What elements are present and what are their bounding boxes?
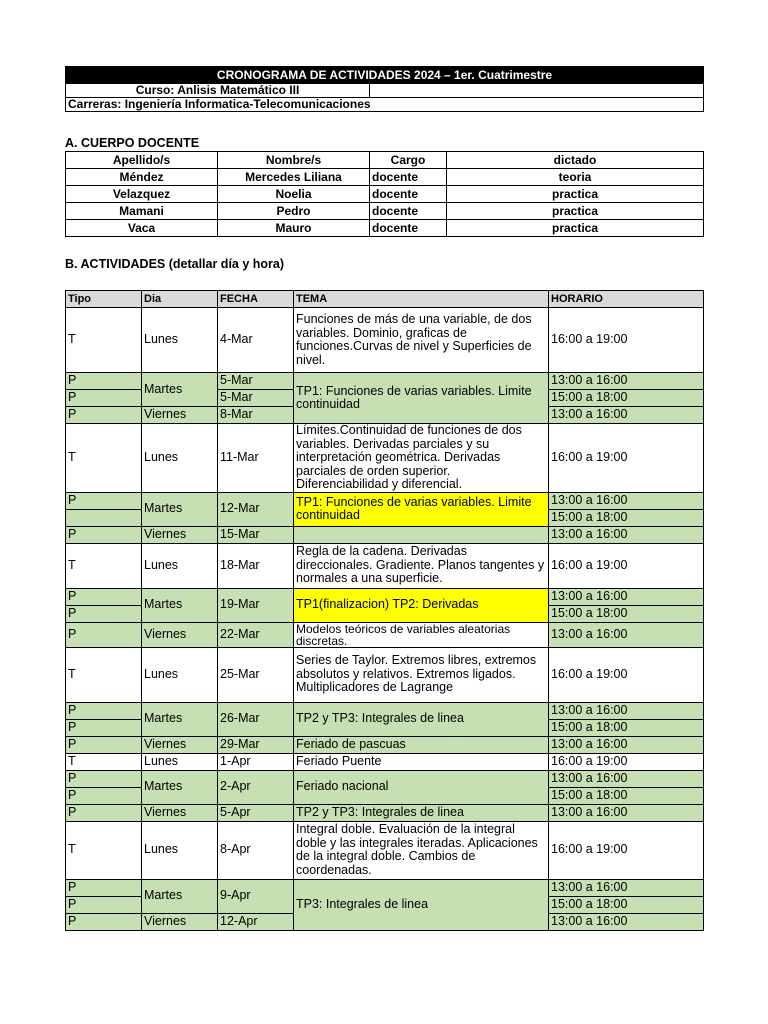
tema-cell: TP2 y TP3: Integrales de linea [294, 702, 549, 736]
dia-cell: Lunes [142, 753, 218, 770]
section-b-title: B. ACTIVIDADES (detallar día y hora) [65, 257, 285, 271]
tema-cell: TP1: Funciones de varias variables. Limite continuidad [294, 373, 549, 424]
tipo-cell: P [66, 622, 142, 647]
fecha-cell: 19-Mar [218, 588, 294, 622]
horario-cell: 15:00 a 18:00 [549, 509, 704, 526]
horario-cell: 16:00 a 19:00 [549, 543, 704, 588]
table-row [66, 588, 704, 605]
table-row [66, 424, 704, 493]
careers-label: Carreras: Ingeniería Informatica-Telecomunicaciones [66, 98, 704, 112]
tema-cell-highlight: TP1(finalizacion) TP2: Derivadas [294, 588, 549, 622]
tipo-cell: P [66, 913, 142, 930]
fecha-cell: 12-Apr [218, 913, 294, 930]
horario-cell: 13:00 a 16:00 [549, 492, 704, 509]
tipo-cell [66, 509, 142, 526]
tema-cell: Feriado Puente [294, 753, 549, 770]
table-row [66, 647, 704, 702]
tipo-cell: P [66, 390, 142, 407]
horario-cell: 15:00 a 18:00 [549, 719, 704, 736]
horario-cell: 13:00 a 16:00 [549, 526, 704, 543]
dia-cell: Martes [142, 492, 218, 526]
tipo-cell: P [66, 605, 142, 622]
fecha-cell: 18-Mar [218, 543, 294, 588]
table-row [66, 169, 704, 186]
horario-cell: 16:00 a 19:00 [549, 753, 704, 770]
page-title: CRONOGRAMA DE ACTIVIDADES 2024 – 1er. Cuatrimestre [66, 67, 704, 84]
tipo-cell: P [66, 787, 142, 804]
table-row [66, 203, 704, 220]
horario-cell: 16:00 a 19:00 [549, 424, 704, 493]
table-row [66, 879, 704, 896]
dia-cell: Martes [142, 588, 218, 622]
fecha-cell: 9-Apr [218, 879, 294, 913]
tema-cell: Integral doble. Evaluación de la integral doble y las integrales iteradas. Aplicaciones de la integral doble. Cambios de coordenadas. [294, 821, 549, 879]
tipo-cell: T [66, 821, 142, 879]
cargo-cell: docente [370, 169, 447, 186]
dia-cell: Viernes [142, 804, 218, 821]
dia-cell: Lunes [142, 308, 218, 373]
tipo-cell: P [66, 702, 142, 719]
tema-cell: Feriado de pascuas [294, 736, 549, 753]
fecha-cell: 26-Mar [218, 702, 294, 736]
col-apellido: Apellido/s [66, 152, 218, 169]
fecha-cell: 15-Mar [218, 526, 294, 543]
table-row [66, 702, 704, 719]
col-dia: Dia [142, 291, 218, 308]
header-block [65, 66, 703, 112]
tema-cell: Series de Taylor. Extremos libres, extremos absolutos y relativos. Extremos ligados. Multiplicadores de Lagrange [294, 647, 549, 702]
dia-cell: Viernes [142, 913, 218, 930]
fecha-cell: 5-Mar [218, 390, 294, 407]
dia-cell: Viernes [142, 622, 218, 647]
fecha-cell: 12-Mar [218, 492, 294, 526]
table-row [66, 770, 704, 787]
course-label: Curso: Anlisis Matemático III [66, 84, 370, 98]
nombre-cell: Pedro [218, 203, 370, 220]
tipo-cell: T [66, 424, 142, 493]
horario-cell: 13:00 a 16:00 [549, 407, 704, 424]
col-cargo: Cargo [370, 152, 447, 169]
section-a-title: A. CUERPO DOCENTE [65, 136, 200, 150]
table-row [66, 821, 704, 879]
table-row [66, 526, 704, 543]
col-tema: TEMA [294, 291, 549, 308]
tema-cell: TP2 y TP3: Integrales de linea [294, 804, 549, 821]
tipo-cell: P [66, 373, 142, 390]
tema-cell-highlight: TP1: Funciones de varias variables. Limite continuidad [294, 492, 549, 526]
dia-cell: Martes [142, 373, 218, 407]
col-tipo: Tipo [66, 291, 142, 308]
tipo-cell: P [66, 588, 142, 605]
tipo-cell: P [66, 407, 142, 424]
nombre-cell: Mercedes Liliana [218, 169, 370, 186]
table-row [66, 308, 704, 373]
table-row [66, 373, 704, 390]
horario-cell: 13:00 a 16:00 [549, 770, 704, 787]
tema-cell: TP3: Integrales de linea [294, 879, 549, 930]
tema-cell: Funciones de más de una variable, de dos variables. Dominio, graficas de funciones.Curvas de nivel y Superficies de nivel. [294, 308, 549, 373]
empty-cell [370, 84, 704, 98]
horario-cell: 16:00 a 19:00 [549, 647, 704, 702]
fecha-cell: 25-Mar [218, 647, 294, 702]
tipo-cell: P [66, 736, 142, 753]
tema-cell [294, 526, 549, 543]
tipo-cell: P [66, 526, 142, 543]
cargo-cell: docente [370, 220, 447, 237]
tipo-cell: P [66, 770, 142, 787]
nombre-cell: Mauro [218, 220, 370, 237]
fecha-cell: 11-Mar [218, 424, 294, 493]
tema-cell: Límites.Continuidad de funciones de dos variables. Derivadas parciales y su interpretación geométrica. Derivadas parciales de orden superior. Diferenciabilidad y diferencial. [294, 424, 549, 493]
dia-cell: Lunes [142, 821, 218, 879]
table-row [66, 622, 704, 647]
dictado-cell: teoria [447, 169, 704, 186]
dia-cell: Lunes [142, 647, 218, 702]
horario-cell: 13:00 a 16:00 [549, 879, 704, 896]
col-fecha: FECHA [218, 291, 294, 308]
horario-cell: 13:00 a 16:00 [549, 588, 704, 605]
table-row [66, 186, 704, 203]
tipo-cell: P [66, 804, 142, 821]
dia-cell: Viernes [142, 526, 218, 543]
col-dictado: dictado [447, 152, 704, 169]
apellido-cell: Vaca [66, 220, 218, 237]
fecha-cell: 5-Mar [218, 373, 294, 390]
dictado-cell: practica [447, 203, 704, 220]
horario-cell: 16:00 a 19:00 [549, 308, 704, 373]
docentes-table [65, 151, 704, 237]
tipo-cell: T [66, 543, 142, 588]
tema-cell: Regla de la cadena. Derivadas direccionales. Gradiente. Planos tangentes y normales a una superficie. [294, 543, 549, 588]
dia-cell: Viernes [142, 407, 218, 424]
horario-cell: 13:00 a 16:00 [549, 913, 704, 930]
dia-cell: Martes [142, 770, 218, 804]
col-nombre: Nombre/s [218, 152, 370, 169]
table-row [66, 220, 704, 237]
dictado-cell: practica [447, 220, 704, 237]
horario-cell: 13:00 a 16:00 [549, 373, 704, 390]
fecha-cell: 2-Apr [218, 770, 294, 804]
dia-cell: Martes [142, 702, 218, 736]
horario-cell: 13:00 a 16:00 [549, 622, 704, 647]
cargo-cell: docente [370, 203, 447, 220]
tipo-cell: T [66, 308, 142, 373]
apellido-cell: Mamani [66, 203, 218, 220]
dia-cell: Lunes [142, 424, 218, 493]
dictado-cell: practica [447, 186, 704, 203]
table-row [66, 736, 704, 753]
dia-cell: Martes [142, 879, 218, 913]
fecha-cell: 8-Apr [218, 821, 294, 879]
table-row [66, 543, 704, 588]
dia-cell: Viernes [142, 736, 218, 753]
col-horario: HORARIO [549, 291, 704, 308]
table-row [66, 804, 704, 821]
fecha-cell: 22-Mar [218, 622, 294, 647]
tipo-cell: P [66, 896, 142, 913]
tipo-cell: P [66, 492, 142, 509]
table-row [66, 492, 704, 509]
tipo-cell: P [66, 879, 142, 896]
fecha-cell: 8-Mar [218, 407, 294, 424]
horario-cell: 13:00 a 16:00 [549, 736, 704, 753]
cargo-cell: docente [370, 186, 447, 203]
table-row [66, 753, 704, 770]
fecha-cell: 29-Mar [218, 736, 294, 753]
nombre-cell: Noelia [218, 186, 370, 203]
tipo-cell: P [66, 719, 142, 736]
horario-cell: 13:00 a 16:00 [549, 804, 704, 821]
fecha-cell: 4-Mar [218, 308, 294, 373]
tema-cell: Modelos teóricos de variables aleatorias discretas. [294, 622, 549, 647]
tipo-cell: T [66, 753, 142, 770]
apellido-cell: Méndez [66, 169, 218, 186]
apellido-cell: Velazquez [66, 186, 218, 203]
actividades-table [65, 290, 704, 931]
tema-cell: Feriado nacional [294, 770, 549, 804]
horario-cell: 13:00 a 16:00 [549, 702, 704, 719]
horario-cell: 15:00 a 18:00 [549, 390, 704, 407]
dia-cell: Lunes [142, 543, 218, 588]
horario-cell: 15:00 a 18:00 [549, 787, 704, 804]
fecha-cell: 1-Apr [218, 753, 294, 770]
tipo-cell: T [66, 647, 142, 702]
horario-cell: 15:00 a 18:00 [549, 605, 704, 622]
horario-cell: 15:00 a 18:00 [549, 896, 704, 913]
horario-cell: 16:00 a 19:00 [549, 821, 704, 879]
fecha-cell: 5-Apr [218, 804, 294, 821]
